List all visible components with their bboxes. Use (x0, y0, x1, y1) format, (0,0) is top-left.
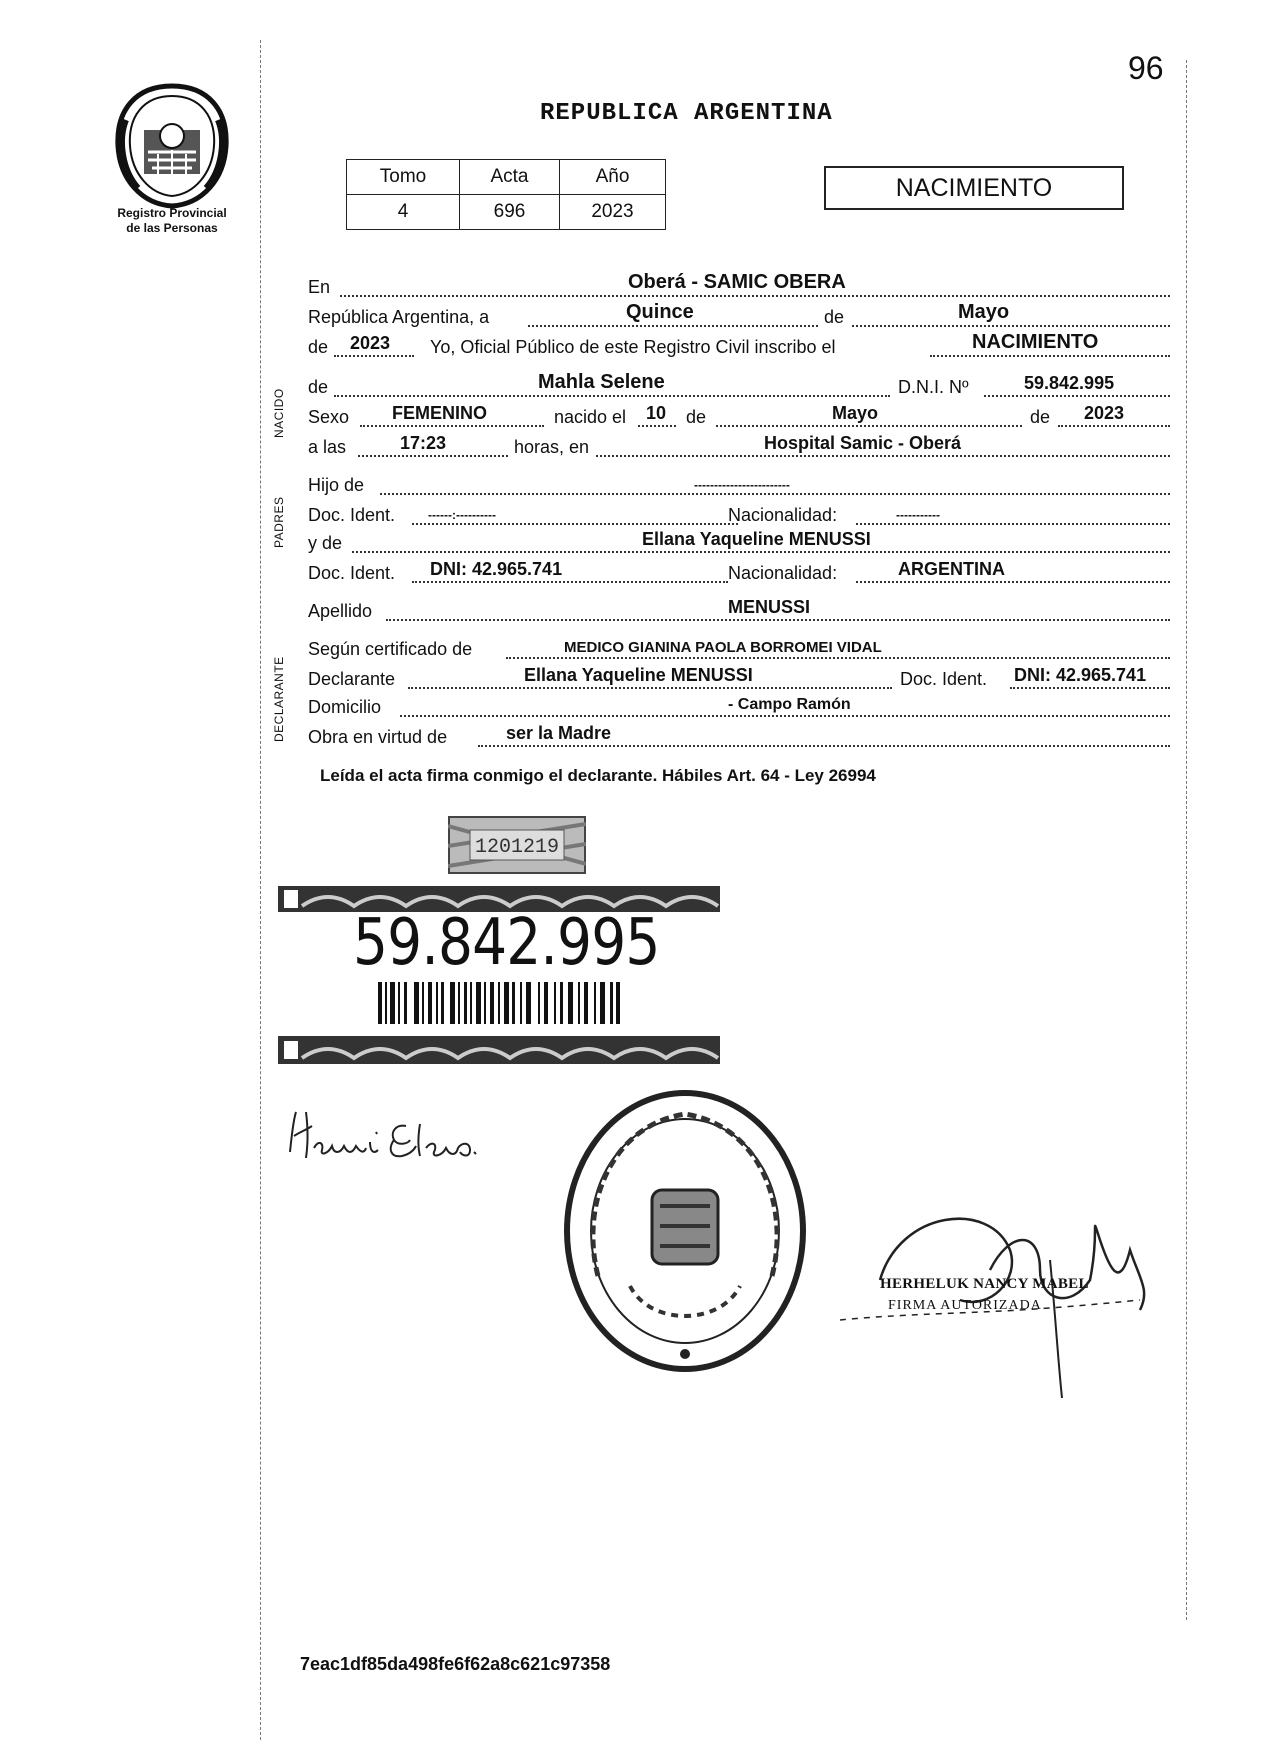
time-label: a las (308, 437, 347, 457)
dotted-line (358, 455, 508, 457)
dotted-line (412, 523, 738, 525)
dotted-line (1010, 687, 1170, 689)
officer-role: FIRMA AUTORIZADA (888, 1298, 1042, 1313)
row-father-doc (308, 500, 1172, 528)
row-certificate (308, 634, 1172, 662)
row-date (308, 302, 1172, 330)
row-address (308, 692, 1172, 720)
cert-value: MEDICO GIANINA PAOLA BORROMEI VIDAL (564, 639, 882, 656)
dotted-line (856, 581, 1170, 583)
name-value: Mahla Selene (538, 371, 665, 393)
row-surname (308, 596, 1172, 624)
barcode-icon (378, 982, 620, 1024)
mother-doc-label: Doc. Ident. (308, 563, 396, 583)
address-label: Domicilio (308, 697, 382, 717)
acta-header: Acta (460, 160, 560, 195)
caption-line-2: de las Personas (126, 221, 218, 235)
father-label: Hijo de (308, 475, 365, 495)
legal-note: Leída el acta firma conmigo el declarante. Hábiles Art. 64 - Ley 26994 (320, 766, 876, 785)
capacity-label: Obra en virtud de (308, 727, 448, 747)
father-doc-value: ------:---------- (428, 508, 496, 522)
place-label: En (308, 277, 331, 297)
registry-seal-icon (560, 1086, 810, 1376)
address-value: - Campo Ramón (728, 696, 851, 713)
dni-value: 59.842.995 (1024, 373, 1115, 393)
name-label: de (308, 377, 329, 397)
dotted-line (334, 355, 414, 357)
cert-label: Según certificado de (308, 639, 473, 659)
father-nat-label: Nacionalidad: (728, 505, 838, 525)
security-band-bottom (278, 1036, 720, 1064)
dotted-line (412, 581, 728, 583)
record-table (346, 159, 666, 230)
place-value: Oberá - SAMIC OBERA (628, 271, 846, 293)
year-value: 2023 (350, 333, 391, 353)
born-day: 10 (646, 403, 667, 423)
acta-value: 696 (460, 195, 560, 230)
surname-value: MENUSSI (728, 597, 811, 617)
time-value: 17:23 (400, 433, 447, 453)
father-nat-value: ----------- (896, 508, 940, 522)
dotted-line (716, 425, 1022, 427)
dotted-line (380, 493, 1170, 495)
country-title: REPUBLICA ARGENTINA (540, 100, 833, 127)
act-type-box: NACIMIENTO (824, 166, 1124, 210)
dotted-line (400, 715, 1170, 717)
father-value: ------------------------ (694, 478, 790, 492)
mother-value: Ellana Yaqueline MENUSSI (642, 529, 871, 549)
de-label: de (824, 307, 845, 327)
dotted-line (334, 395, 890, 397)
document-hash: 7eac1df85da498fe6f62a8c621c97358 (300, 1654, 611, 1674)
surname-label: Apellido (308, 601, 373, 621)
mother-nat-label: Nacionalidad: (728, 563, 838, 583)
caption-line-1: Registro Provincial (117, 206, 227, 220)
sex-label: Sexo (308, 407, 350, 427)
dotted-line (386, 619, 1170, 621)
right-margin-line (1186, 60, 1187, 1620)
record-header-row (347, 160, 666, 195)
declarant-doc-label: Doc. Ident. (900, 669, 988, 689)
declarant-value: Ellana Yaqueline MENUSSI (524, 665, 753, 685)
born-label: nacido el (554, 407, 627, 427)
dotted-line (852, 325, 1170, 327)
row-capacity (308, 722, 1172, 750)
row-father (308, 470, 1172, 498)
registry-caption (92, 206, 252, 236)
hospital-value: Hospital Samic - Oberá (764, 433, 962, 453)
officer-text: Yo, Oficial Público de este Registro Civil inscribo el (430, 337, 836, 357)
dotted-line (352, 551, 1170, 553)
dotted-line (506, 657, 1170, 659)
dni-label: D.N.I. Nº (898, 377, 969, 397)
republic-label: República Argentina, a (308, 307, 490, 327)
hours-label: horas, en (514, 437, 590, 457)
born-month: Mayo (832, 403, 879, 423)
row-sex (308, 402, 1172, 430)
row-year (308, 332, 1172, 360)
ano-header: Año (560, 160, 666, 195)
dotted-line (638, 425, 676, 427)
dotted-line (930, 355, 1170, 357)
dotted-line (408, 687, 892, 689)
row-place (308, 272, 1172, 300)
mother-nat-value: ARGENTINA (898, 559, 1005, 579)
dotted-line (340, 295, 1170, 297)
declarant-doc-value: DNI: 42.965.741 (1014, 665, 1147, 685)
dni-large-number: 59.842.995 (353, 906, 660, 980)
record-value-row (347, 195, 666, 230)
capacity-value: ser la Madre (506, 723, 612, 743)
row-declarant (308, 664, 1172, 692)
dotted-line (1058, 425, 1170, 427)
tomo-header: Tomo (347, 160, 460, 195)
dotted-line (478, 745, 1170, 747)
born-de-1: de (686, 407, 707, 427)
act-value: NACIMIENTO (972, 331, 1099, 353)
side-label-declarante: DECLARANTE (272, 656, 286, 742)
left-margin-line (260, 40, 261, 1740)
dotted-line (596, 455, 1170, 457)
ano-value: 2023 (560, 195, 666, 230)
day-value: Quince (626, 301, 694, 323)
officer-name: HERHELUK NANCY MABEL (880, 1276, 1089, 1292)
side-label-padres: PADRES (272, 496, 286, 548)
row-mother-doc (308, 558, 1172, 586)
row-mother (308, 528, 1172, 556)
father-doc-label: Doc. Ident. (308, 505, 396, 525)
declarant-label: Declarante (308, 669, 396, 689)
dotted-line (528, 325, 818, 327)
born-de-2: de (1030, 407, 1051, 427)
row-name (308, 372, 1172, 400)
dotted-line (856, 523, 1170, 525)
sex-value: FEMENINO (392, 403, 488, 423)
misiones-province-coat-of-arms-icon (108, 80, 236, 210)
dotted-line (360, 425, 544, 427)
month-value: Mayo (958, 301, 1010, 323)
born-year: 2023 (1084, 403, 1125, 423)
side-label-nacido: NACIDO (272, 388, 286, 438)
page-number: 96 (1128, 50, 1164, 86)
security-stamp-icon (448, 816, 586, 874)
dotted-line (984, 395, 1170, 397)
row-time (308, 432, 1172, 460)
tomo-value: 4 (347, 195, 460, 230)
year-prefix: de (308, 337, 329, 357)
mother-doc-value: DNI: 42.965.741 (430, 559, 563, 579)
declarant-signature (286, 1102, 526, 1172)
small-stamp-number: 1201219 (474, 836, 560, 859)
mother-label: y de (308, 533, 343, 553)
